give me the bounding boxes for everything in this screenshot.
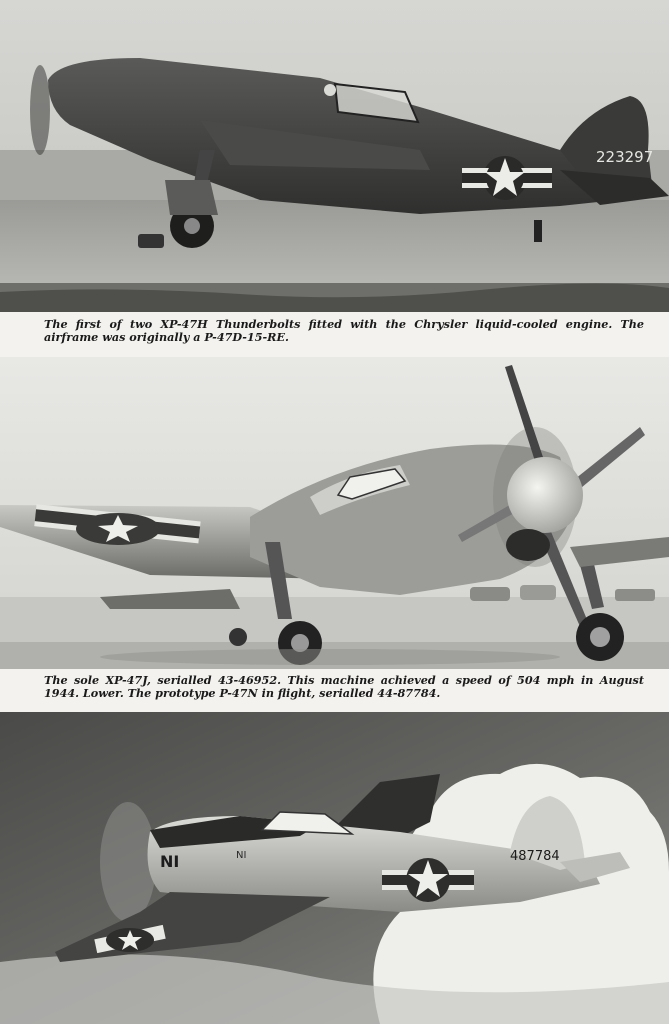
photo-xp47j	[0, 357, 669, 669]
caption-xp47j	[44, 674, 644, 700]
p47n-fuselage-code: NI	[236, 850, 247, 861]
photo-p47n	[0, 712, 669, 1024]
xp47h-photo-image	[0, 0, 669, 312]
p47n-nose-code: NI	[160, 852, 180, 871]
xp47j-photo-image	[0, 357, 669, 669]
xp47h-tail-serial: 223297	[596, 148, 654, 166]
photo-xp47h	[0, 0, 669, 312]
p47n-photo-image	[0, 712, 669, 1024]
p47n-tail-serial: 487784	[510, 849, 560, 864]
caption-middle-text: The sole XP-47J, serialled 43-46952. This machine achieved a speed of 504 mph in August 1944. Lower. The prototype P-47N in flight, serialled 44-87784.	[44, 673, 644, 701]
caption-top-text: The first of two XP-47H Thunderbolts fitted with the Chrysler liquid-cooled engine. The airframe was originally a P-47D-15-RE.	[44, 317, 644, 345]
caption-xp47h	[44, 318, 644, 344]
